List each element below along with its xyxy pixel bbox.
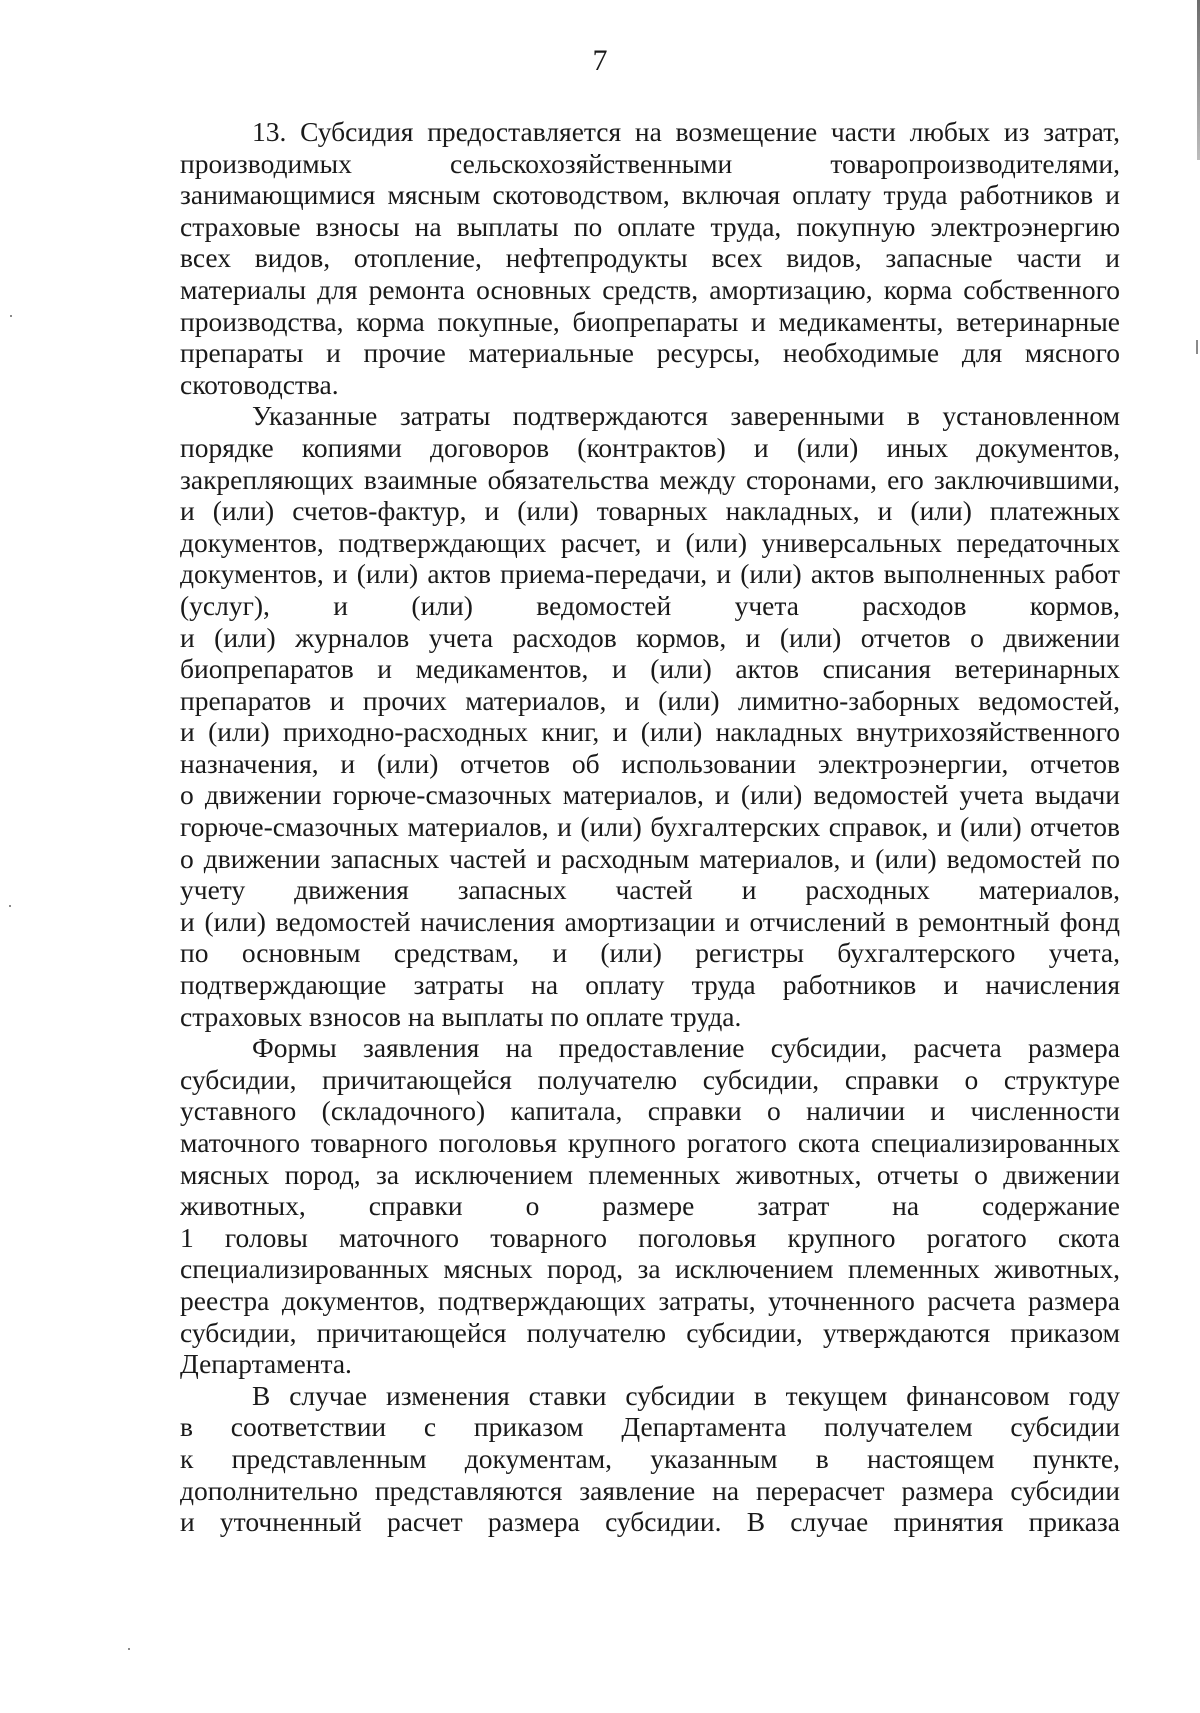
text-line: материалы для ремонта основных средств, амортизацию, корма собственного xyxy=(180,273,1120,305)
text-line: субсидии, причитающейся получателю субсидии, утверждаются приказом xyxy=(180,1316,1120,1348)
text-line: страховых взносов на выплаты по оплате труда. xyxy=(180,1000,742,1032)
text-line: учету движения запасных частей и расходных материалов, xyxy=(180,874,1120,906)
text-line: закрепляющих взаимные обязательства между сторонами, его заключившими, xyxy=(180,463,1120,495)
text-line: по основным средствам, и (или) регистры бухгалтерского учета, xyxy=(180,937,1120,969)
scan-speck xyxy=(1196,340,1198,354)
text-line: документов, подтверждающих расчет, и (или) универсальных передаточных xyxy=(180,526,1120,558)
text-line: в соответствии с приказом Департамента получателем субсидии xyxy=(180,1411,1120,1443)
text-line: о движении горюче-смазочных материалов, и (или) ведомостей учета выдачи xyxy=(180,779,1120,811)
text-line: порядке копиями договоров (контрактов) и (или) иных документов, xyxy=(180,431,1120,463)
text-line: 13. Субсидия предоставляется на возмещение части любых из затрат, xyxy=(252,116,1120,147)
text-line: Указанные затраты подтверждаются заверенными в установленном xyxy=(252,400,1120,432)
text-line: животных, справки о размере затрат на содержание xyxy=(180,1190,1120,1222)
text-line: препаратов и прочих материалов, и (или) лимитно-заборных ведомостей, xyxy=(180,684,1120,716)
page-number: 7 xyxy=(592,44,608,77)
text-line: и (или) ведомостей начисления амортизации и отчислений в ремонтный фонд xyxy=(180,905,1120,937)
scan-speck xyxy=(9,905,11,907)
scan-speck xyxy=(10,315,12,317)
text-line: производимых сельскохозяйственными товаропроизводителями, xyxy=(180,147,1120,179)
text-line: специализированных мясных пород, за исключением племенных животных, xyxy=(180,1253,1120,1285)
text-line: уставного (складочного) капитала, справки о наличии и численности xyxy=(180,1095,1120,1127)
text-line: Департамента. xyxy=(180,1348,352,1380)
text-line: дополнительно представляются заявление на перерасчет размера субсидии xyxy=(180,1474,1120,1506)
text-line: и (или) журналов учета расходов кормов, и (или) отчетов о движении xyxy=(180,621,1120,653)
text-line: назначения, и (или) отчетов об использовании электроэнергии, отчетов xyxy=(180,747,1120,779)
text-line: и (или) приходно-расходных книг, и (или) накладных внутрихозяйственного xyxy=(180,716,1120,748)
text-line: горюче-смазочных материалов, и (или) бухгалтерских справок, и (или) отчетов xyxy=(180,811,1120,843)
paragraph-subsidy-purpose xyxy=(180,116,1120,400)
text-line: (услуг), и (или) ведомостей учета расходов кормов, xyxy=(180,589,1120,621)
text-line: производства, корма покупные, биопрепараты и медикаменты, ветеринарные xyxy=(180,305,1120,337)
text-line: занимающимися мясным скотоводством, включая оплату труда работников и xyxy=(180,179,1120,211)
text-line: и (или) счетов-фактур, и (или) товарных накладных, и (или) платежных xyxy=(180,495,1120,527)
text-line: маточного товарного поголовья крупного рогатого скота специализированных xyxy=(180,1127,1120,1158)
text-line: и уточненный расчет размера субсидии. В случае принятия приказа xyxy=(180,1506,1120,1538)
scan-speck xyxy=(128,1648,130,1650)
text-line: 1 головы маточного товарного поголовья крупного рогатого скота xyxy=(180,1221,1120,1253)
text-line: реестра документов, подтверждающих затраты, уточненного расчета размера xyxy=(180,1284,1120,1316)
text-line: субсидии, причитающейся получателю субсидии, справки о структуре xyxy=(180,1063,1120,1095)
text-line: Формы заявления на предоставление субсидии, расчета размера xyxy=(252,1032,1120,1064)
text-line: мясных пород, за исключением племенных животных, отчеты о движении xyxy=(180,1158,1120,1190)
text-line: подтверждающие затраты на оплату труда работников и начисления xyxy=(180,969,1120,1001)
document-body xyxy=(180,116,1120,1538)
text-line: к представленным документам, указанным в настоящем пункте, xyxy=(180,1442,1120,1474)
text-line: биопрепаратов и медикаментов, и (или) актов списания ветеринарных xyxy=(180,653,1120,685)
text-line: препараты и прочие материальные ресурсы, необходимые для мясного xyxy=(180,337,1120,369)
text-line: страховые взносы на выплаты по оплате труда, покупную электроэнергию xyxy=(180,210,1120,242)
paragraph-rate-change xyxy=(180,1380,1120,1538)
text-line: о движении запасных частей и расходным материалов, и (или) ведомостей по xyxy=(180,842,1120,874)
text-line: скотоводства. xyxy=(180,368,339,400)
paragraph-application-forms xyxy=(180,1032,1120,1380)
text-line: всех видов, отопление, нефтепродукты всех видов, запасные части и xyxy=(180,242,1120,274)
text-line: В случае изменения ставки субсидии в текущем финансовом году xyxy=(252,1379,1120,1411)
paragraph-cost-confirmation xyxy=(180,400,1120,1032)
text-line: документов, и (или) актов приема-передачи, и (или) актов выполненных работ xyxy=(180,558,1120,590)
